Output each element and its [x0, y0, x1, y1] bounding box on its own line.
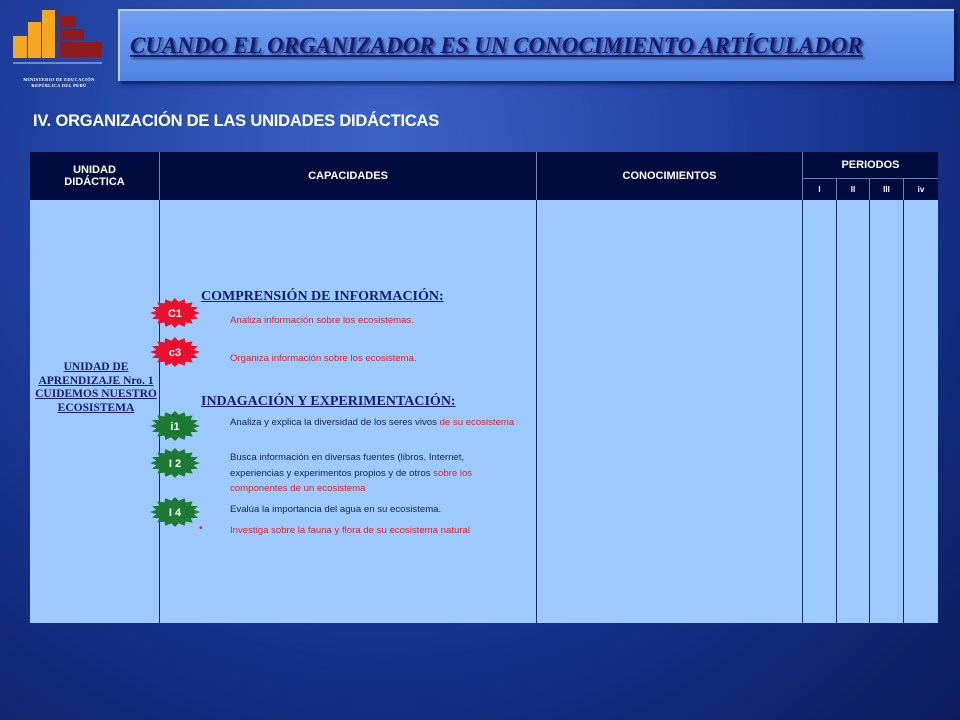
badge-label: c3 — [168, 347, 182, 359]
logo-bars-icon — [8, 10, 106, 72]
capacity-item — [230, 415, 515, 431]
badge-i4-icon — [149, 496, 201, 528]
header-capacidades: CAPACIDADES — [160, 152, 537, 200]
cell-periodo-2 — [837, 200, 870, 623]
header-conocimientos: CONOCIMIENTOS — [537, 152, 803, 200]
logo-caption-2: REPÚBLICA DEL PERÚ — [31, 83, 87, 88]
page-title: CUANDO EL ORGANIZADOR ES UN CONOCIMIENTO ARTÍCULADOR — [130, 33, 863, 58]
badge-i2-icon — [149, 447, 201, 479]
item-text-highlight: Analiza información sobre los ecosistemas. — [230, 315, 414, 326]
item-text-highlight: sobre los componentes de un ecosistema — [230, 467, 473, 495]
ministry-logo — [8, 10, 106, 88]
group-heading-indagacion: INDAGACIÓN Y EXPERIMENTACIÓN: — [201, 394, 456, 409]
header-periodo-1: I — [803, 178, 837, 200]
group-heading-comprension: COMPRENSIÓN DE INFORMACIÓN: — [201, 289, 444, 304]
capacity-item — [230, 450, 515, 497]
item-text: Analiza y explica la diversidad de los seres vivos — [230, 417, 437, 428]
units-table — [30, 152, 938, 623]
badge-i1-icon — [149, 410, 201, 442]
badge-label: i1 — [170, 421, 180, 433]
item-text-highlight: Organiza información sobre los ecosistema. — [230, 353, 417, 364]
bullet-icon: • — [199, 523, 203, 534]
badge-label: C1 — [167, 308, 183, 320]
badge-label: I 2 — [168, 458, 182, 470]
cell-periodo-4 — [904, 200, 938, 623]
header-unidad: UNIDAD DIDÁCTICA — [30, 152, 160, 200]
header-periodo-2: II — [837, 178, 870, 200]
capacity-item — [230, 313, 515, 329]
item-text-highlight: Investiga sobre la fauna y flora de su ecosistema natural — [230, 525, 470, 536]
item-text: Busca información en diversas fuentes (libros, Internet, experiencias y experimentos propios y de otros — [230, 452, 465, 479]
item-text: Evalúa la importancia del agua en su ecosistema. — [230, 504, 442, 515]
unit-title: UNIDAD DE APRENDIZAJE Nro. 1 CUIDEMOS NUESTRO ECOSISTEMA — [35, 361, 157, 414]
capacity-item — [230, 502, 515, 518]
capacity-item — [230, 523, 515, 539]
logo-caption-1: MINISTERIO DE EDUCACIÓN — [23, 77, 95, 82]
header-periodos: PERIODOS — [803, 152, 938, 178]
cell-capacidades — [160, 200, 537, 623]
item-text-highlight: de su ecosistema — [436, 417, 515, 428]
cell-periodo-1 — [803, 200, 837, 623]
capacity-item — [230, 351, 515, 367]
section-heading: IV. ORGANIZACIÓN DE LAS UNIDADES DIDÁCTICAS — [33, 112, 440, 130]
header-periodo-4: iv — [904, 178, 938, 200]
badge-c1-icon — [149, 297, 201, 329]
badge-label: I 4 — [168, 507, 182, 519]
cell-conocimientos — [537, 200, 803, 623]
cell-periodo-3 — [870, 200, 904, 623]
badge-c3-icon — [149, 336, 201, 368]
header-periodo-3: III — [870, 178, 904, 200]
